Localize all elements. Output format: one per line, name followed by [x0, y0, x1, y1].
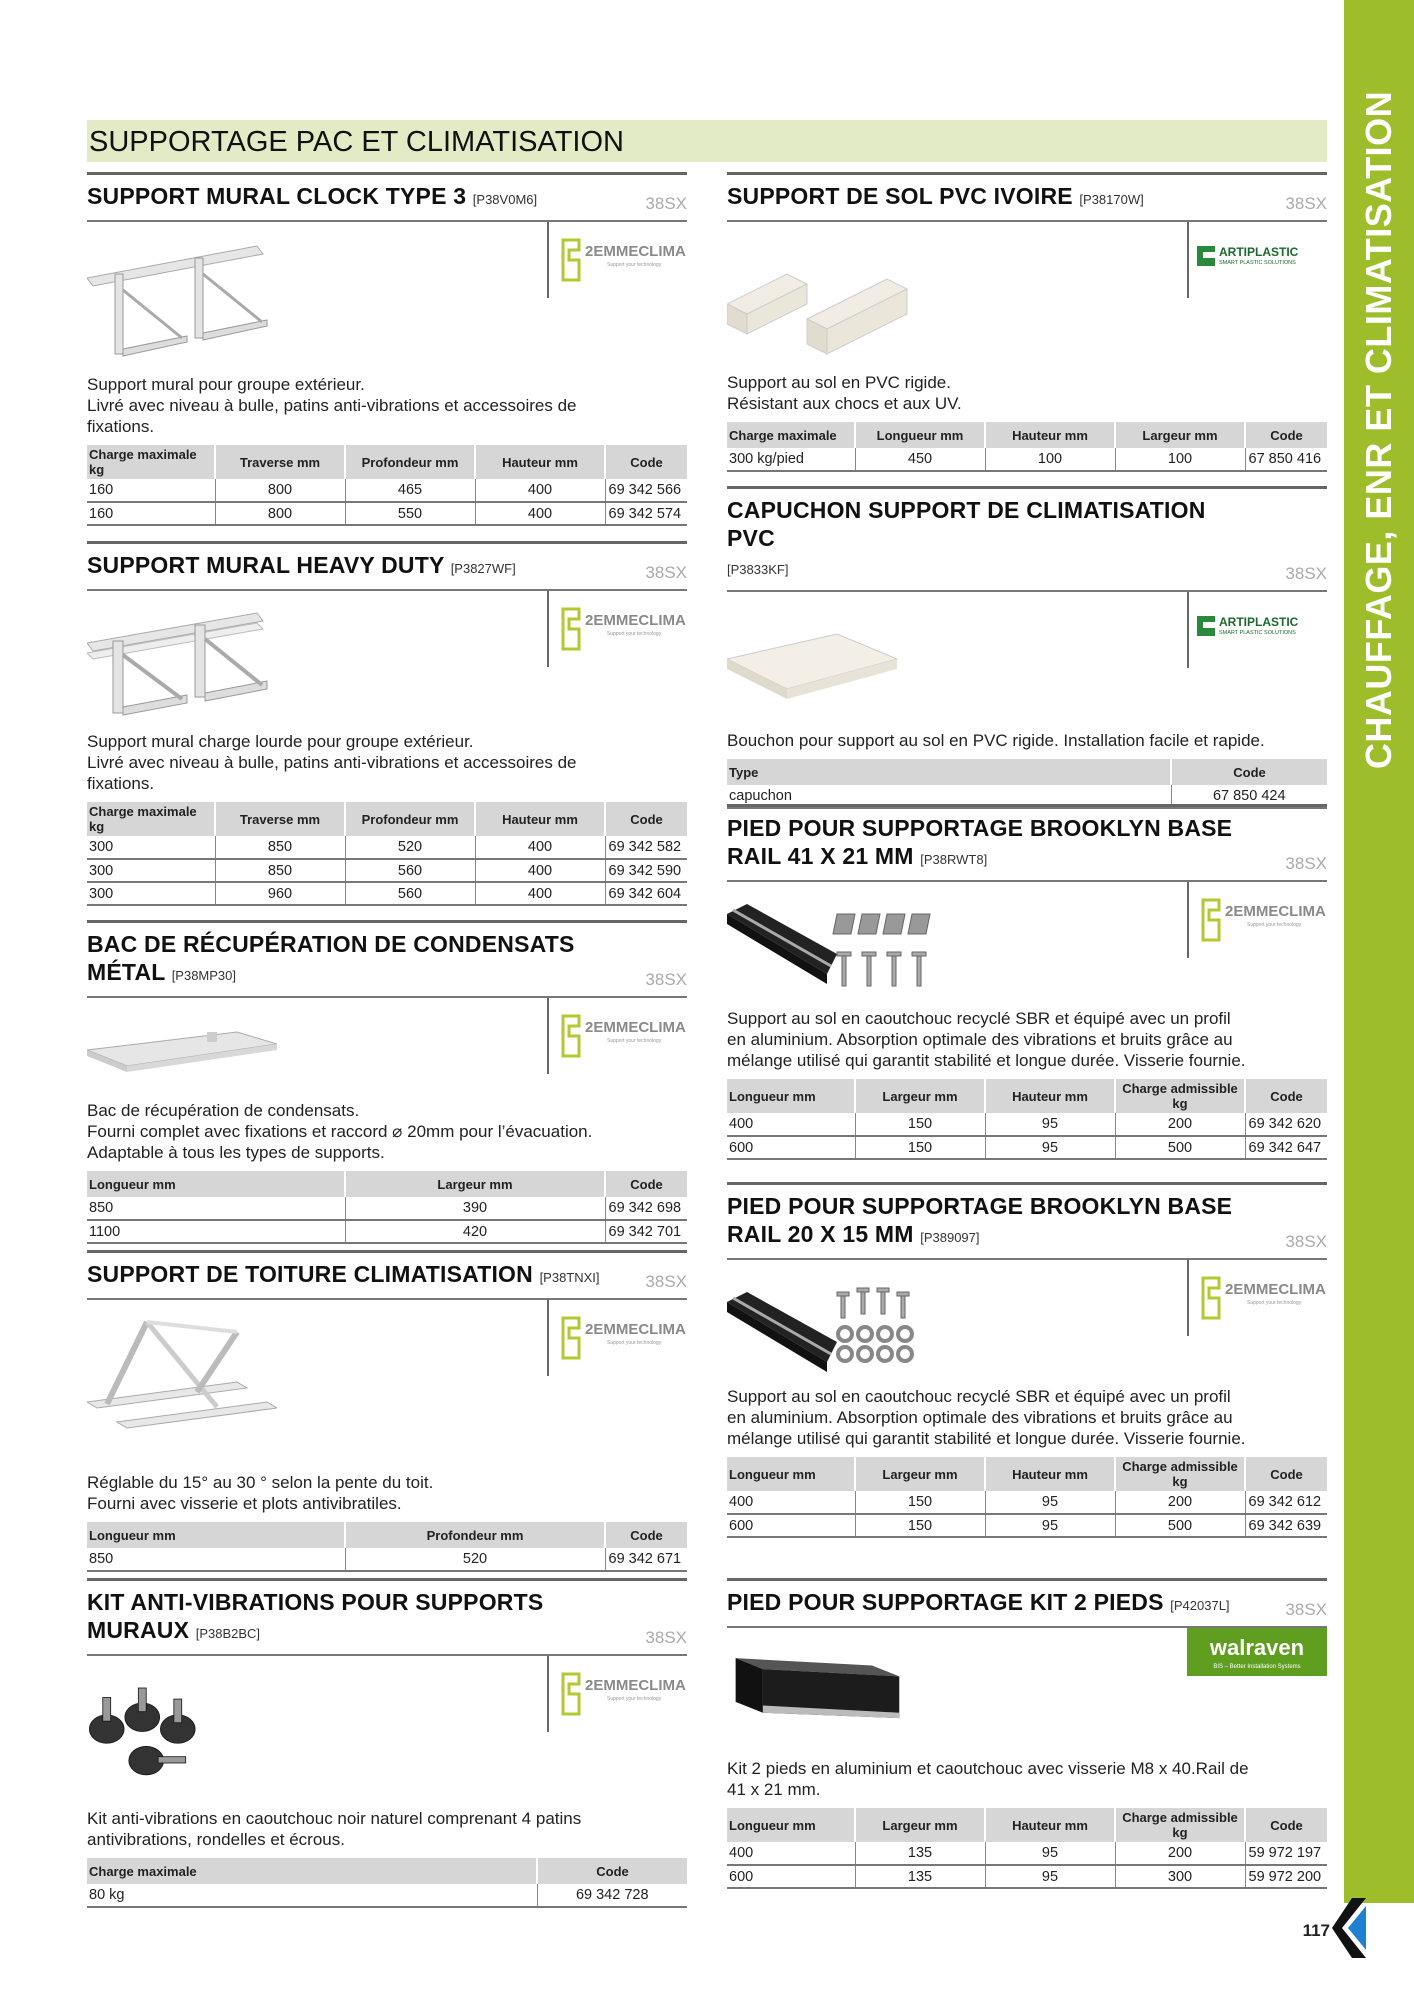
table-row: 300 850 560 400 69 342 590 — [87, 859, 687, 882]
brand-logo — [547, 1300, 687, 1376]
product-description: Support au sol en PVC rigide. Résistant aux chocs et aux UV. — [727, 373, 962, 413]
section-title: CAPUCHON SUPPORT DE CLIMATISATION PVC — [727, 497, 1206, 551]
section-title: SUPPORT DE TOITURE CLIMATISATION — [87, 1261, 533, 1287]
section-tag: 38SX — [645, 1272, 687, 1291]
table-row: 1100 420 69 342 701 — [87, 1220, 687, 1243]
table-row: 850 520 69 342 671 — [87, 1548, 687, 1571]
product-ref: [P38RWT8] — [920, 852, 988, 867]
section-header — [87, 541, 687, 591]
section-brooklyn-20x15 — [727, 1182, 1327, 1538]
svg-text:BIS – Better Installation Syst: BIS – Better Installation Systems — [1213, 1664, 1301, 1670]
product-description: Kit 2 pieds en aluminium et caoutchouc avec visserie M8 x 40.Rail de 41 x 21 mm. — [727, 1759, 1249, 1799]
product-ref: [P38170W] — [1079, 192, 1144, 207]
section-title: PIED POUR SUPPORTAGE BROOKLYN BASE — [727, 815, 1233, 841]
product-ref: [P38V0M6] — [472, 192, 538, 207]
section-header — [727, 1182, 1327, 1260]
svg-text:Support your technology: Support your technology — [607, 262, 662, 268]
section-tag: 38SX — [645, 563, 687, 582]
product-description: Bouchon pour support au sol en PVC rigide. Installation facile et rapide. — [727, 731, 1265, 750]
svg-text:Support your technology: Support your technology — [1247, 1300, 1302, 1306]
brand-logo — [547, 222, 687, 298]
svg-text:ARTIPLASTIC: ARTIPLASTIC — [1219, 245, 1299, 259]
svg-text:Support your technology: Support your technology — [607, 631, 662, 637]
brooklyn-rail-small-image — [727, 1272, 957, 1382]
svg-text:walraven: walraven — [1209, 1635, 1305, 1660]
section-tag: 38SX — [1285, 194, 1327, 213]
anti-vibration-pads-image — [87, 1668, 237, 1798]
section-support-sol-pvc — [727, 172, 1327, 472]
page-tab-icon — [1332, 1898, 1366, 1958]
svg-text:2EMMECLIMA: 2EMMECLIMA — [1225, 1281, 1326, 1298]
table-row: 400 150 95 200 69 342 620 — [727, 1113, 1327, 1136]
pvc-cap-image — [727, 614, 917, 724]
section-title-line2: MURAUX — [87, 1617, 190, 1643]
section-header — [727, 486, 1327, 592]
svg-text:Support your technology: Support your technology — [607, 1038, 662, 1044]
spec-table — [87, 1858, 687, 1908]
product-description: Réglable du 15° au 30 ° selon la pente du toit. Fourni avec visserie et plots antivibratiles. — [87, 1473, 434, 1513]
brand-mark-icon — [1197, 616, 1215, 636]
section-title: SUPPORT MURAL HEAVY DUTY — [87, 552, 445, 578]
svg-text:2EMMECLIMA: 2EMMECLIMA — [585, 243, 686, 260]
product-media — [87, 1656, 687, 1806]
product-description: Support mural pour groupe extérieur. Livré avec niveau à bulle, patins anti-vibrations et accessoires de fixations. — [87, 375, 577, 436]
brand-mark-icon — [1203, 900, 1219, 940]
section-title: PIED POUR SUPPORTAGE BROOKLYN BASE — [727, 1193, 1233, 1219]
main-title: SUPPORTAGE PAC ET CLIMATISATION — [89, 126, 624, 158]
section-capuchon — [727, 486, 1327, 809]
product-ref: [P38MP30] — [171, 968, 237, 983]
section-kit-anti-vibrations — [87, 1578, 687, 1908]
spec-table — [727, 1808, 1327, 1889]
product-media — [727, 222, 1327, 370]
section-tag: 38SX — [1285, 564, 1327, 583]
table-row: 160 800 550 400 69 342 574 — [87, 502, 687, 525]
brand-logo — [547, 1656, 687, 1732]
product-description: Support au sol en caoutchouc recyclé SBR et équipé avec un profil en aluminium. Absorption optimale des vibrations et bruits grâce au mélange utilisé qui garantit stabilité et longue durée. Visserie fournie. — [727, 1387, 1246, 1448]
roof-support-image — [87, 1312, 277, 1452]
section-header — [727, 1578, 1327, 1628]
section-tag: 38SX — [645, 194, 687, 213]
brand-mark-icon — [1203, 1278, 1219, 1318]
brand-logo — [1187, 222, 1327, 298]
wall-bracket-image — [87, 234, 277, 364]
svg-text:2EMMECLIMA: 2EMMECLIMA — [585, 1019, 686, 1036]
product-media — [87, 591, 687, 729]
section-header — [87, 1578, 687, 1656]
table-row: 80 kg 69 342 728 — [87, 1884, 687, 1907]
brand-mark-icon — [1197, 246, 1215, 266]
product-description: Support au sol en caoutchouc recyclé SBR et équipé avec un profil en aluminium. Absorption optimale des vibrations et bruits grâce au mélange utilisé qui garantit stabilité et longue durée. Visserie fournie. — [727, 1009, 1246, 1070]
spec-table — [87, 445, 687, 526]
kit-2-pieds-image — [727, 1640, 917, 1740]
section-kit-2-pieds — [727, 1578, 1327, 1889]
product-ref: [P389097] — [920, 1230, 980, 1245]
spec-table — [87, 802, 687, 906]
section-header — [727, 172, 1327, 222]
spec-table — [727, 1079, 1327, 1160]
product-media — [87, 222, 687, 372]
spec-table — [727, 422, 1327, 472]
pvc-ground-support-image — [727, 234, 917, 364]
section-header — [87, 172, 687, 222]
svg-text:2EMMECLIMA: 2EMMECLIMA — [585, 1321, 686, 1338]
section-tag: 38SX — [1285, 1600, 1327, 1619]
section-header — [87, 920, 687, 998]
section-brooklyn-41x21 — [727, 804, 1327, 1160]
section-header — [727, 804, 1327, 882]
section-bac-recuperation — [87, 920, 687, 1244]
svg-text:2EMMECLIMA: 2EMMECLIMA — [585, 1677, 686, 1694]
table-row: 400 150 95 200 69 342 612 — [727, 1491, 1327, 1514]
table-row: capuchon 67 850 424 — [727, 785, 1327, 808]
table-row: 600 150 95 500 69 342 647 — [727, 1136, 1327, 1159]
condensate-tray-image — [87, 1010, 277, 1100]
brand-logo — [1187, 592, 1327, 668]
section-support-toiture — [87, 1250, 687, 1572]
spec-table — [727, 1457, 1327, 1538]
product-ref: [P38B2BC] — [195, 1626, 261, 1641]
table-row: 850 390 69 342 698 — [87, 1197, 687, 1220]
section-title: BAC DE RÉCUPÉRATION DE CONDENSATS — [87, 931, 575, 957]
product-description: Support mural charge lourde pour groupe extérieur. Livré avec niveau à bulle, patins anti-vibrations et accessoires de fixations. — [87, 732, 577, 793]
table-header-row: Charge maximale kg Traverse mm Profondeur mm Hauteur mm Code — [87, 445, 687, 479]
table-header-row: Type Code — [727, 759, 1327, 785]
section-support-mural-heavy-duty — [87, 541, 687, 906]
section-title: SUPPORT MURAL CLOCK TYPE 3 — [87, 183, 467, 209]
spec-table — [87, 1171, 687, 1244]
product-media — [727, 882, 1327, 1006]
table-header-row: Longueur mm Largeur mm Hauteur mm Charge admissible kg Code — [727, 1808, 1327, 1842]
product-ref: [P3833KF] — [727, 562, 789, 577]
product-ref: [P42037L] — [1170, 1598, 1230, 1613]
heavy-duty-bracket-image — [87, 603, 277, 733]
brand-mark-icon — [563, 240, 579, 280]
section-tag: 38SX — [1285, 1232, 1327, 1251]
product-ref: [P3827WF] — [450, 561, 516, 576]
svg-text:ARTIPLASTIC: ARTIPLASTIC — [1219, 615, 1299, 629]
section-tag: 38SX — [645, 970, 687, 989]
table-row: 600 135 95 300 59 972 200 — [727, 1865, 1327, 1888]
product-ref: [P38TNXI] — [539, 1270, 600, 1285]
svg-text:2EMMECLIMA: 2EMMECLIMA — [1225, 903, 1326, 920]
section-title-line2: MÉTAL — [87, 959, 166, 985]
section-title-line2: RAIL 41 X 21 MM — [727, 843, 914, 869]
table-header-row: Charge maximale Longueur mm Hauteur mm Largeur mm Code — [727, 422, 1327, 448]
brand-mark-icon — [563, 609, 579, 649]
brand-logo — [547, 591, 687, 667]
brooklyn-rail-image — [727, 894, 957, 1004]
svg-text:Support your technology: Support your technology — [607, 1696, 662, 1702]
spec-table — [727, 759, 1327, 809]
spec-table — [87, 1522, 687, 1572]
brand-logo — [1187, 882, 1327, 958]
svg-text:SMART PLASTIC SOLUTIONS: SMART PLASTIC SOLUTIONS — [1219, 630, 1296, 636]
product-media — [87, 1300, 687, 1470]
table-header-row: Charge maximale kg Traverse mm Profondeur mm Hauteur mm Code — [87, 802, 687, 836]
brand-logo — [1187, 1260, 1327, 1336]
svg-text:SMART PLASTIC SOLUTIONS: SMART PLASTIC SOLUTIONS — [1219, 260, 1296, 266]
section-title: PIED POUR SUPPORTAGE KIT 2 PIEDS — [727, 1589, 1164, 1615]
table-header-row: Longueur mm Largeur mm Code — [87, 1171, 687, 1197]
product-media — [727, 1260, 1327, 1384]
table-row: 160 800 465 400 69 342 566 — [87, 479, 687, 502]
svg-text:Support your technology: Support your technology — [607, 1340, 662, 1346]
svg-text:Support your technology: Support your technology — [1247, 922, 1302, 928]
product-media — [87, 998, 687, 1098]
section-title: KIT ANTI-VIBRATIONS POUR SUPPORTS — [87, 1589, 544, 1615]
main-title-band — [87, 120, 1327, 162]
brand-logo — [1187, 1628, 1327, 1704]
brand-mark-icon — [563, 1016, 579, 1056]
product-description: Bac de récupération de condensats. Fourni complet avec fixations et raccord ⌀ 20mm pour l’évacuation. Adaptable à tous les types de supports. — [87, 1101, 593, 1162]
table-row: 400 135 95 200 59 972 197 — [727, 1842, 1327, 1865]
brand-mark-icon — [563, 1674, 579, 1714]
product-description: Kit anti-vibrations en caoutchouc noir naturel comprenant 4 patins antivibrations, rondelles et écrous. — [87, 1809, 582, 1849]
page-number: 117 — [1302, 1921, 1330, 1940]
table-row: 300 960 560 400 69 342 604 — [87, 882, 687, 905]
table-header-row: Longueur mm Largeur mm Hauteur mm Charge admissible kg Code — [727, 1079, 1327, 1113]
table-header-row: Charge maximale Code — [87, 1858, 687, 1884]
svg-text:2EMMECLIMA: 2EMMECLIMA — [585, 612, 686, 629]
product-media — [727, 592, 1327, 728]
product-media — [727, 1628, 1327, 1756]
table-header-row: Longueur mm Largeur mm Hauteur mm Charge admissible kg Code — [727, 1457, 1327, 1491]
section-support-mural-clock — [87, 172, 687, 526]
table-row: 300 850 520 400 69 342 582 — [87, 836, 687, 859]
brand-mark-icon — [563, 1318, 579, 1358]
table-row: 600 150 95 500 69 342 639 — [727, 1514, 1327, 1537]
brand-logo — [547, 998, 687, 1074]
section-title: SUPPORT DE SOL PVC IVOIRE — [727, 183, 1073, 209]
section-header — [87, 1250, 687, 1300]
table-header-row: Longueur mm Profondeur mm Code — [87, 1522, 687, 1548]
section-tag: 38SX — [1285, 854, 1327, 873]
section-title-line2: RAIL 20 X 15 MM — [727, 1221, 914, 1247]
table-row: 300 kg/pied 450 100 100 67 850 416 — [727, 448, 1327, 471]
section-tag: 38SX — [645, 1628, 687, 1647]
